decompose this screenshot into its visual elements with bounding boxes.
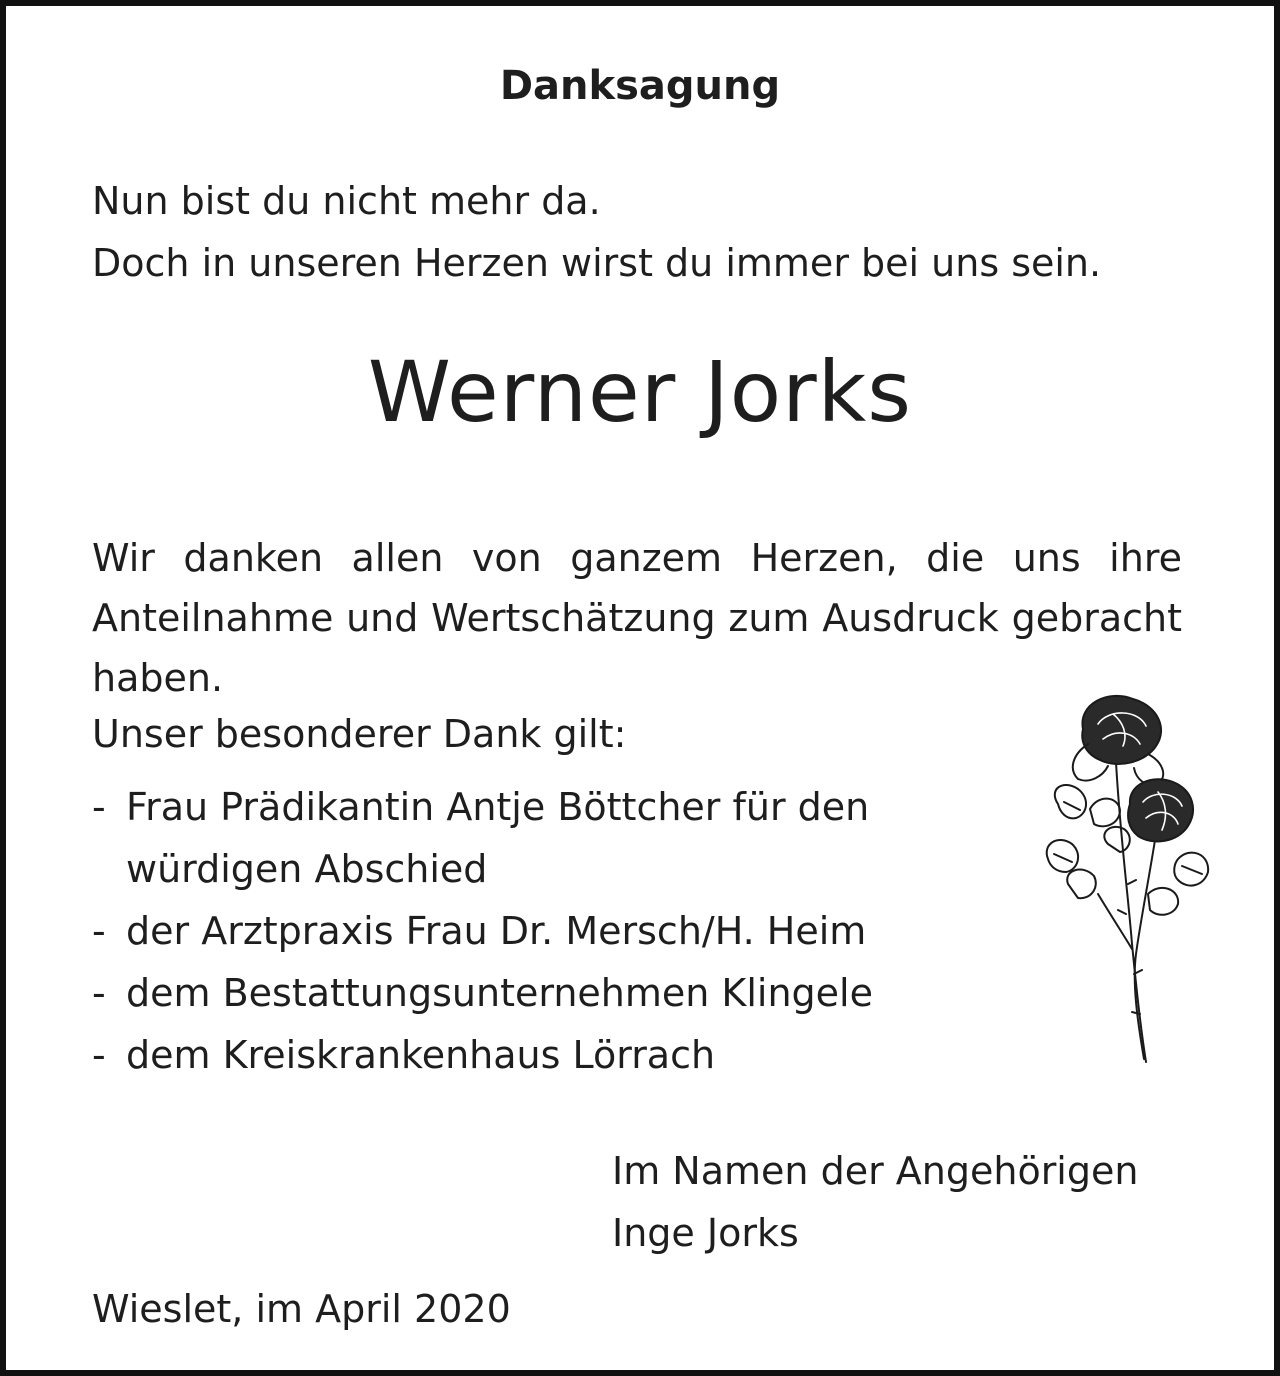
list-item <box>92 1024 992 1086</box>
list-marker: - <box>92 1033 106 1077</box>
list-item-line: würdigen Abschied <box>126 847 488 891</box>
intro-line: Doch in unseren Herzen wirst du immer bei uns sein. <box>92 241 1102 285</box>
signature-line: Im Namen der Angehörigen <box>612 1149 1139 1193</box>
list-marker: - <box>92 785 106 829</box>
signature-name: Inge Jorks <box>612 1211 799 1255</box>
place-date: Wieslet, im April 2020 <box>92 1287 511 1331</box>
list-marker: - <box>92 909 106 953</box>
list-item-line: dem Bestattungsunternehmen Klingele <box>126 971 873 1015</box>
deceased-name: Werner Jorks <box>367 343 913 441</box>
list-item <box>92 776 992 900</box>
signature-block <box>612 1140 1138 1264</box>
intro-verse <box>92 170 1101 294</box>
notice-heading: Danksagung <box>499 63 781 109</box>
special-thanks-list <box>92 776 992 1086</box>
list-item-line: dem Kreiskrankenhaus Lörrach <box>126 1033 716 1077</box>
list-item <box>92 900 992 962</box>
roses-illustration-icon <box>1028 684 1218 1074</box>
list-marker: - <box>92 971 106 1015</box>
list-item <box>92 962 992 1024</box>
intro-line: Nun bist du nicht mehr da. <box>92 179 601 223</box>
list-item-line: Frau Prädikantin Antje Böttcher für den <box>126 785 870 829</box>
list-item-line: der Arztpraxis Frau Dr. Mersch/H. Heim <box>126 909 867 953</box>
thanks-paragraph: Wir danken allen von ganzem Herzen, die uns ihre Anteilnahme und Wertschätzung zum Ausdruck gebracht haben. <box>92 536 1182 700</box>
special-thanks-intro: Unser besonderer Dank gilt: <box>92 712 627 756</box>
